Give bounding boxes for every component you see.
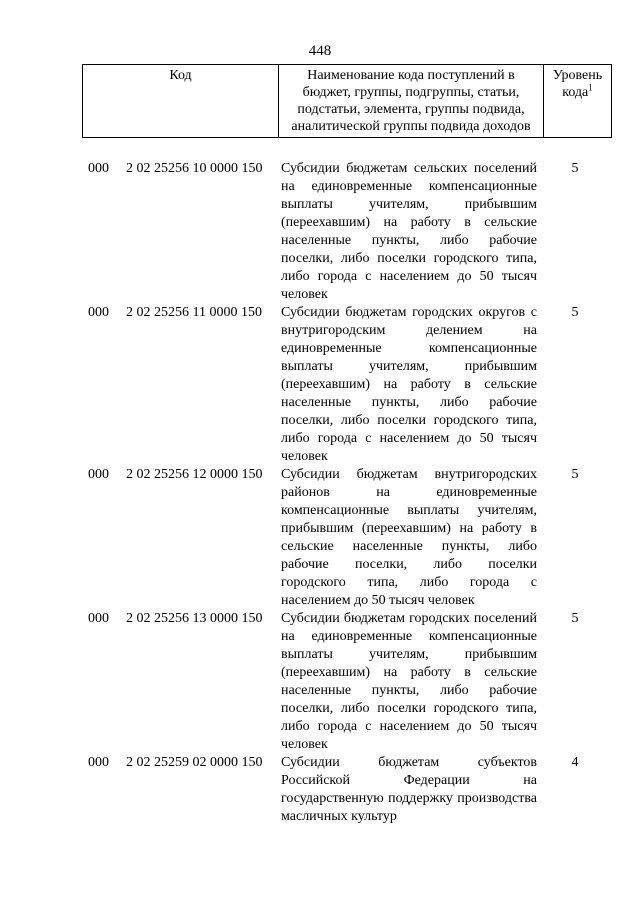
revenue-code: 2 02 25259 02 0000 150 xyxy=(126,755,263,770)
revenue-name: Субсидии бюджетам сельских поселений на единовременные компенсационные выплаты учителям, прибывшим (переехавшим) на работу в сельские населенные пункты, либо рабочие поселки, либо поселки городского типа, либо города с населением до 50 тысяч человек xyxy=(281,161,537,302)
header-name: Наименование кода поступлений в бюджет, группы, подгруппы, статьи, подстатьи, элемента, группы подвида, аналитической группы подвида доходов xyxy=(279,65,544,138)
header-level xyxy=(544,65,612,138)
admin-code: 000 xyxy=(88,755,109,770)
admin-code: 000 xyxy=(88,305,109,320)
footnote-marker: 1 xyxy=(588,82,593,93)
table-row xyxy=(0,610,640,754)
code-level: 5 xyxy=(571,467,579,482)
table-row xyxy=(0,160,640,304)
table-row xyxy=(0,466,640,610)
code-level: 4 xyxy=(571,755,579,770)
revenue-name: Субсидии бюджетам внутригородских районов на единовременные компенсационные выплаты учителям, прибывшим (переехавшим) на работу в сельские населенные пункты, либо рабочие поселки, либо поселки городского типа, либо города с населением до 50 тысяч человек xyxy=(281,467,537,608)
admin-code: 000 xyxy=(88,161,109,176)
admin-code: 000 xyxy=(88,611,109,626)
revenue-code: 2 02 25256 12 0000 150 xyxy=(126,467,263,482)
revenue-name: Субсидии бюджетам городских поселений на единовременные компенсационные выплаты учителям, прибывшим (переехавшим) на работу в сельские населенные пункты, либо рабочие поселки, либо поселки городского типа, либо города с населением до 50 тысяч человек xyxy=(281,611,537,752)
revenue-code: 2 02 25256 11 0000 150 xyxy=(126,305,262,320)
revenue-name: Субсидии бюджетам городских округов с внутригородским делением на единовременные компенсационные выплаты учителям, прибывшим (переехавшим) на работу в сельские населенные пункты, либо рабочие поселки, либо поселки городского типа, либо города с населением до 50 тысяч человек xyxy=(281,305,537,464)
revenue-name: Субсидии бюджетам субъектов Российской Федерации на государственную поддержку производства масличных культур xyxy=(281,755,537,824)
code-level: 5 xyxy=(571,161,579,176)
code-level: 5 xyxy=(571,305,579,320)
code-level: 5 xyxy=(571,611,579,626)
table-header xyxy=(82,64,612,138)
table-row xyxy=(0,304,640,466)
page-number: 448 xyxy=(308,43,332,59)
table-body xyxy=(0,160,640,826)
admin-code: 000 xyxy=(88,467,109,482)
revenue-code: 2 02 25256 13 0000 150 xyxy=(126,611,263,626)
revenue-code: 2 02 25256 10 0000 150 xyxy=(126,161,263,176)
header-level-label: Уровень кода xyxy=(552,68,603,100)
header-code: Код xyxy=(83,65,279,138)
table-row xyxy=(0,754,640,826)
